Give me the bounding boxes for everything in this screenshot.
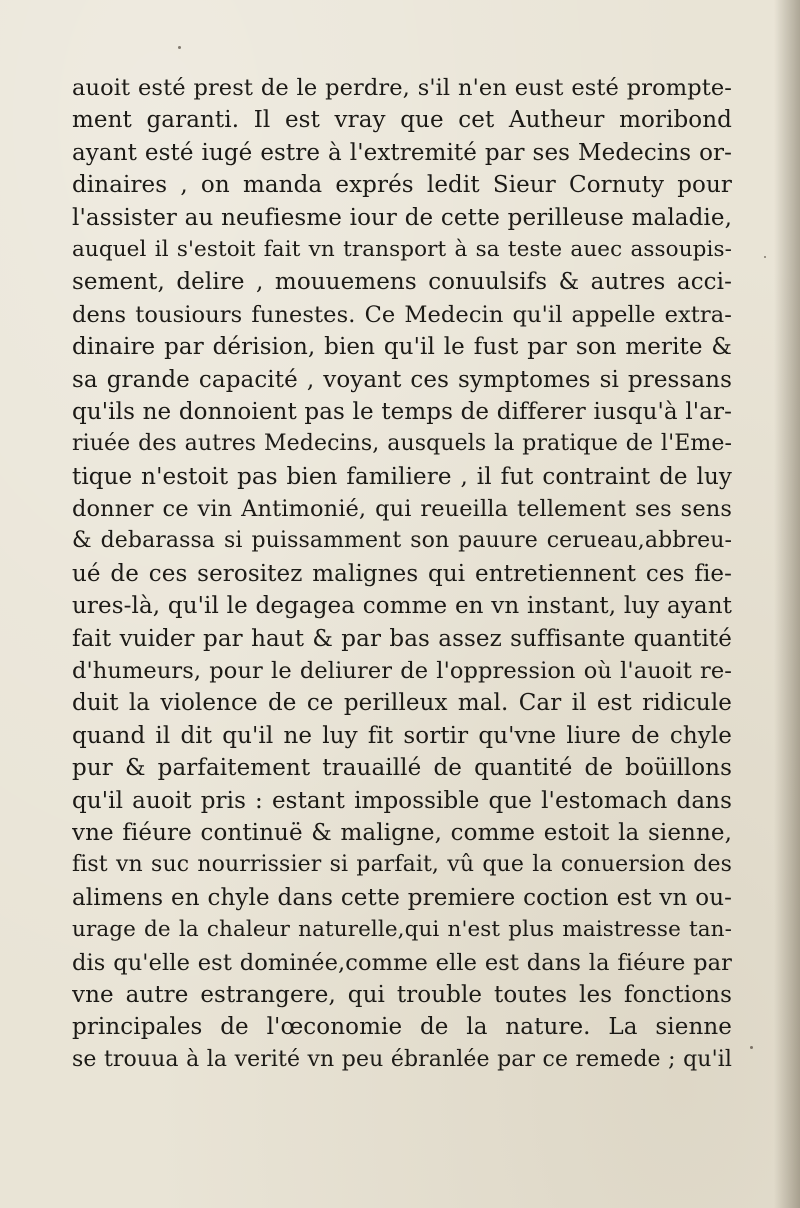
ink-speck: [178, 46, 181, 49]
text-line-6: auquel il s'estoit fait vn transport à sa teste auec assoupis-: [72, 236, 732, 262]
text-line-2: ment garanti. Il est vray que cet Autheur moribond: [72, 107, 732, 134]
text-line-27: urage de la chaleur naturelle,qui n'est plus maistresse tan-: [72, 917, 732, 943]
text-line-13: tique n'estoit pas bien familiere , il fut contraint de luy: [72, 463, 732, 490]
text-line-26: alimens en chyle dans cette premiere coction est vn ou-: [72, 884, 732, 911]
text-line-7: sement, delire , mouuemens conuulsifs & autres acci-: [72, 269, 732, 296]
page-edge-shadow: [774, 0, 800, 1208]
text-line-22: pur & parfaitement trauaillé de quantité de boüillons: [72, 755, 732, 782]
text-line-30: principales de l'œconomie de la nature. La sienne: [72, 1014, 732, 1041]
text-line-31: se trouua à la verité vn peu ébranlée par ce remede ; qu'il: [72, 1046, 732, 1072]
text-line-25: fist vn suc nourrissier si parfait, vû que la conuersion des: [72, 852, 732, 878]
text-line-5: l'assister au neufiesme iour de cette perilleuse maladie,: [72, 204, 732, 231]
text-line-9: dinaire par dérision, bien qu'il le fust par son merite &: [72, 334, 732, 361]
text-line-19: d'humeurs, pour le deliurer de l'oppression où l'auoit re-: [72, 658, 732, 685]
text-line-14: donner ce vin Antimonié, qui reueilla tellement ses sens: [72, 496, 732, 523]
page-body-text: [72, 72, 732, 1076]
text-line-1: auoit esté prest de le perdre, s'il n'en eust esté prompte-: [72, 75, 732, 101]
text-line-29: vne autre estrangere, qui trouble toutes les fonctions: [72, 981, 732, 1008]
ink-speck: [764, 256, 766, 258]
text-line-23: qu'il auoit pris : estant impossible que l'estomach dans: [72, 787, 732, 814]
text-line-11: qu'ils ne donnoient pas le temps de differer iusqu'à l'ar-: [72, 398, 732, 425]
text-line-21: quand il dit qu'il ne luy fit sortir qu'vne liure de chyle: [72, 722, 732, 749]
text-line-17: ures-là, qu'il le degagea comme en vn instant, luy ayant: [72, 593, 732, 620]
text-line-4: dinaires , on manda exprés ledit Sieur Cornuty pour: [72, 172, 732, 199]
text-line-18: fait vuider par haut & par bas assez suffisante quantité: [72, 625, 732, 652]
text-line-10: sa grande capacité , voyant ces symptomes si pressans: [72, 366, 732, 393]
text-line-8: dens tousiours funestes. Ce Medecin qu'il appelle extra-: [72, 301, 732, 328]
ink-speck: [750, 1046, 753, 1049]
text-line-3: ayant esté iugé estre à l'extremité par ses Medecins or-: [72, 139, 732, 166]
text-line-15: & debarassa si puissamment son pauure cerueau,abbreu-: [72, 528, 732, 554]
text-line-12: riuée des autres Medecins, ausquels la pratique de l'Eme-: [72, 431, 732, 457]
text-line-28: dis qu'elle est dominée,comme elle est dans la fiéure par: [72, 949, 732, 976]
text-line-16: ué de ces serositez malignes qui entretiennent ces fie-: [72, 560, 732, 587]
text-line-20: duit la violence de ce perilleux mal. Car il est ridicule: [72, 690, 732, 717]
text-line-24: vne fiéure continuë & maligne, comme estoit la sienne,: [72, 819, 732, 846]
